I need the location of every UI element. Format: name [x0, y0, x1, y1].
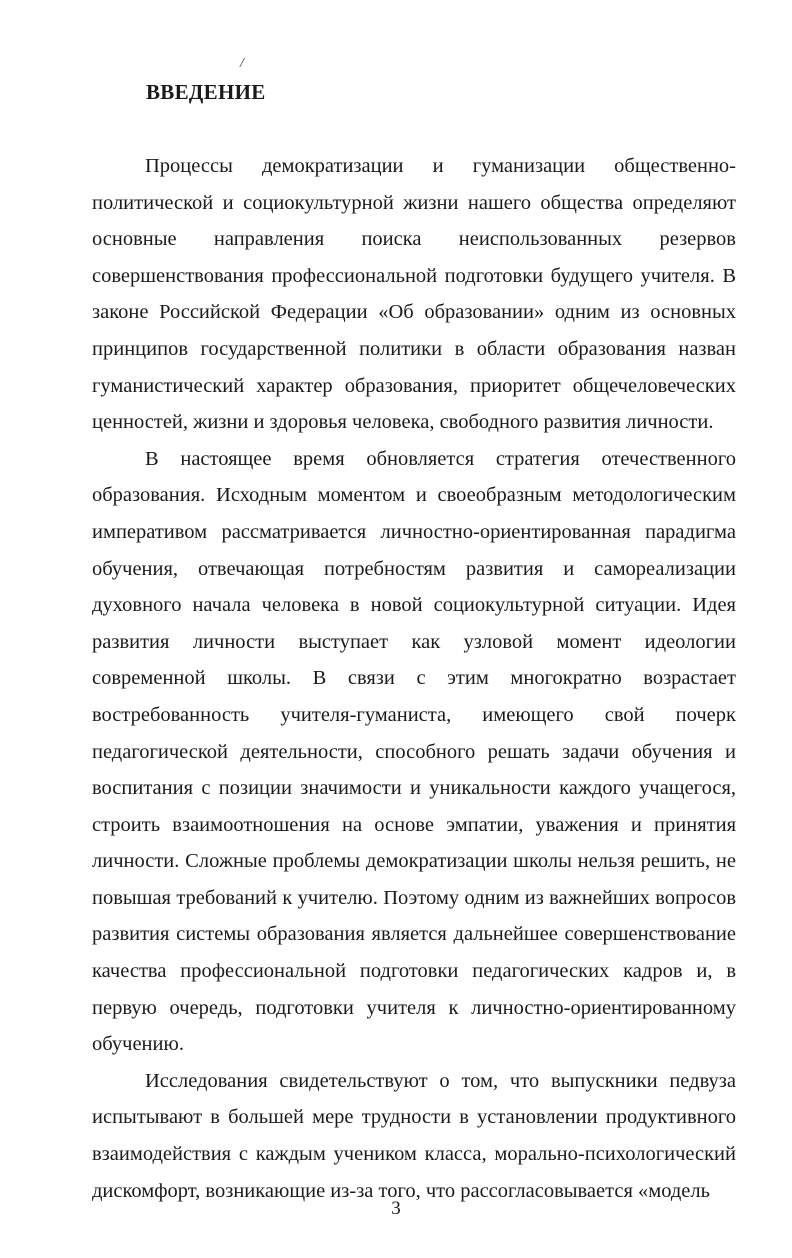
paragraph-2: В настоящее время обновляется стратегия отечественного образования. Исходным моментом и своеобразным методологическим императивом рассматривается личностно-ориентированная парадигма обучения, отвечающая потребностям развития и самореализации духовного начала человека в новой социокультурной ситуации. Идея развития личности выступает как узловой момент идеологии современной школы. В связи с этим многократно возрастает востребованность учителя-гуманиста, имеющего свой почерк педагогической деятельности, способного решать задачи обучения и воспитания с позиции значимости и уникальности каждого учащегося, строить взаимоотношения на основе эмпатии, уважения и принятия личности. Сложные проблемы демократизации школы нельзя решить, не повышая требований к учителю. Поэтому одним из важнейших вопросов развития системы образования является дальнейшее совершенствование качества профессиональной подготовки педагогических кадров и, в первую очередь, подготовки учителя к личностно-ориентированному обучению. — [92, 447, 736, 1056]
body-text — [92, 148, 736, 1209]
page-number: 3 — [391, 1198, 401, 1219]
paragraph-3: Исследования свидетельствуют о том, что выпускники педвуза испытывают в большей мере трудности в установлении продуктивного взаимодействия с каждым учеником класса, морально-психологический дискомфорт, возникающие из-за того, что рассогласовывается «модель — [92, 1069, 736, 1202]
paragraph-1: Процессы демократизации и гуманизации общественно-политической и социокультурной жизни нашего общества определяют основные направления поиска неиспользованных резервов совершенствования профессиональной подготовки будущего учителя. В законе Российской Федерации «Об образовании» одним из основных принципов государственной политики в области образования назван гуманистический характер образования, приоритет общечеловеческих ценностей, жизни и здоровья человека, свободного развития личности. — [92, 155, 736, 434]
scan-mark: / — [240, 56, 244, 71]
section-title: ВВЕДЕНИЕ — [146, 80, 266, 104]
